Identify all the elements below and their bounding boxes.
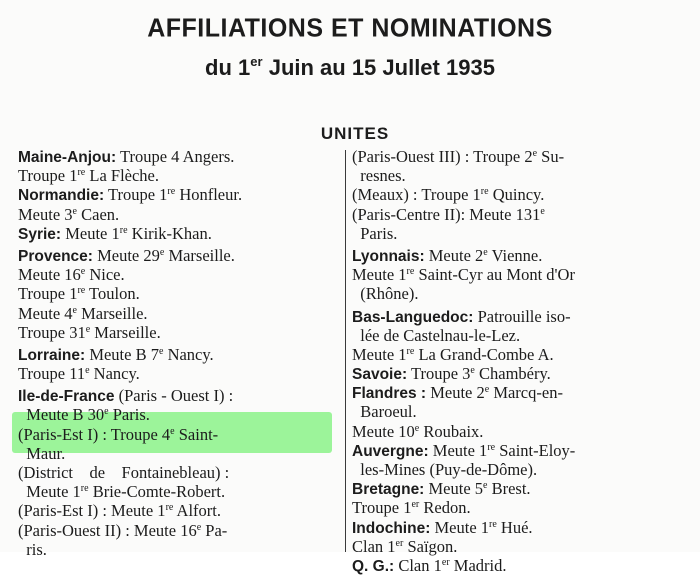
entry-text: Meute 1 [61,223,120,243]
entry-text: (Meaux) : Troupe 1 [352,185,481,205]
entry-line [352,345,682,364]
entry-text: Troupe 31 [18,322,86,342]
ordinal-sup: re [77,285,86,297]
entry-text: Chambéry. [474,364,551,384]
region-name: Ile-de-France [18,388,115,406]
ordinal-sup: e [196,521,202,533]
ordinal-sup: re [77,167,86,179]
entry-line [18,405,336,424]
entry-text: Marcq-en- [489,383,563,403]
page-subtitle [0,54,700,81]
entry-line [18,501,336,520]
ordinal-sup: er [441,556,450,568]
ordinal-sup: e [170,425,175,437]
right-column [352,147,682,575]
entry-line [352,284,682,303]
entry-line [352,364,682,383]
entry-text: Clan 1 [352,536,396,556]
entry-text: Honfleur. [175,185,243,205]
entry-line [18,224,336,243]
region-name: Bas-Languedoc: [352,308,474,326]
ordinal-sup: e [72,304,77,316]
entry-text: Madrid. [449,555,507,575]
entry-text: (Paris-Est I) : Troupe 4 [18,424,171,444]
entry-line [352,246,682,265]
region-name: Provence: [18,247,93,265]
entry-text: (District de Fontainebleau) : [18,463,230,482]
entry-text: Saïgon. [403,536,458,556]
entry-line [352,460,682,479]
ordinal-sup: re [406,345,415,357]
entry-text: La Grand-Combe A. [414,344,554,364]
entry-text: (Rhône). [352,284,419,304]
entry-text: Paris. [108,405,150,425]
ordinal-sup: re [489,518,497,530]
entry-text: Troupe 1 [18,284,78,304]
entry-text: ris. [18,539,47,559]
entry-text: Troupe 4 Angers. [116,147,235,166]
ordinal-sup: e [158,345,164,357]
ordinal-sup: e [470,365,475,377]
entry-line [18,205,336,224]
entry-text: Saint- [174,424,219,444]
entry-text: Meute 1 [352,265,407,285]
entry-text: Nancy. [163,344,214,364]
entry-text: (Paris-Est I) : Meute 1 [18,501,166,521]
section-heading: UNITES [320,124,390,143]
entry-text: Meute 1 [428,440,488,460]
left-column [18,147,336,559]
entry-line [352,265,682,284]
region-name: Bretagne: [352,481,425,499]
ordinal-sup: e [414,422,420,434]
entry-text: Meute 2 [424,245,484,265]
region-name: Lyonnais: [352,247,425,265]
ordinal-sup: e [159,246,165,258]
entry-line [352,422,682,441]
entry-line [18,284,336,303]
entry-line [352,537,682,556]
entry-line [18,166,336,185]
entry-line [352,224,682,243]
entry-text: Hué. [496,517,533,537]
ordinal-sup: er [411,499,420,511]
entry-text: Meute 29 [92,245,160,265]
entry-line [18,323,336,342]
entry-text: (Paris-Ouest III) : Troupe 2 [352,147,533,166]
entry-text: Meute 16 [18,265,81,285]
entry-text: Saint-Cyr au Mont d'Or [414,265,575,285]
entry-text: Nice. [85,265,125,285]
entry-text: Saint-Eloy- [495,440,576,460]
entry-line [352,556,682,575]
entry-line [352,185,682,204]
entry-text: Meute 4 [18,303,73,323]
region-name: Savoie: [352,366,408,384]
entry-text: Troupe 1 [352,498,412,518]
entry-text: Meute B 30 [18,405,105,425]
entry-text: les-Mines (Puy-de-Dôme). [352,460,538,479]
region-name: Auvergne: [352,442,429,460]
entry-text: Meute 2 [426,383,485,403]
entry-text: Clan 1 [394,555,442,575]
entry-text: Meute 1 [430,517,490,537]
entry-text: resnes. [352,166,406,186]
entry-line [352,307,682,326]
entry-text: Troupe 11 [18,364,86,384]
ordinal-sup: e [104,406,109,418]
entry-text: Pa- [201,520,228,540]
entry-text: Troupe 3 [407,364,471,384]
page-title: AFFILIATIONS ET NOMINATIONS [147,13,553,43]
ordinal-sup: e [85,365,90,377]
entry-line [352,479,682,498]
entry-text: Meute 1 [18,482,81,502]
region-name: Normandie: [18,187,105,205]
entry-text: Toulon. [85,284,140,304]
entry-text: Alfort. [173,501,222,521]
entry-text: Maur. [18,443,66,463]
entry-line [18,482,336,501]
entry-line [18,425,336,444]
entry-line [18,463,336,482]
entry-line [18,304,336,323]
ordinal-sup: re [165,502,174,514]
ordinal-sup: e [483,246,488,258]
entry-text: Meute B 7 [85,344,159,364]
entry-text: La Flèche. [85,166,159,186]
entry-text: Troupe 1 [18,166,78,186]
entry-text: (Paris - Ouest I) : [114,386,234,406]
entry-line [352,402,682,421]
entry-text: Meute 1 [352,344,407,364]
entry-line [18,540,336,559]
entry-text: Caen. [76,204,120,224]
entry-line [352,205,682,224]
ordinal-sup: er [395,537,404,549]
entry-line [352,498,682,517]
entry-text: lée de Castelnau-le-Lez. [352,325,521,345]
entry-line [18,345,336,364]
ordinal-sup: re [80,483,89,495]
subtitle-rest: Juin au 15 Jullet 1935 [268,55,495,80]
region-name: Maine-Anjou: [18,149,117,166]
entry-text: Marseille. [164,245,235,265]
entry-line [18,444,336,463]
entry-text: Roubaix. [419,421,484,441]
ordinal-sup: re [406,266,415,278]
entry-text: Brie-Comte-Robert. [88,482,226,502]
entry-line [18,386,336,405]
entry-line [352,147,682,166]
ordinal-sup: re [480,186,489,198]
column-divider [345,150,346,552]
entry-text: Baroeul. [352,402,417,422]
entry-line [352,383,682,402]
entry-line [352,166,682,185]
ordinal-sup: e [72,205,77,217]
subtitle-prefix: du 1 [205,55,251,80]
ordinal-sup: e [80,266,86,278]
entry-text: Kirik-Khan. [127,223,212,243]
entry-line [352,441,682,460]
entry-line [352,326,682,345]
entry-text: Marseille. [90,322,161,342]
entry-text: Redon. [419,498,471,518]
entry-text: Meute 3 [18,204,73,224]
entry-text: Vienne. [487,245,543,265]
ordinal-sup: e [483,480,488,492]
entry-line [18,364,336,383]
region-name: Indochine: [352,519,431,537]
entry-text: Marseille. [76,303,148,323]
entry-line [352,518,682,537]
entry-line [18,265,336,284]
entry-text: Brest. [487,479,531,499]
entry-line [18,185,336,204]
region-name: Syrie: [18,225,62,243]
entry-text: Su- [537,147,565,166]
ordinal-sup: re [119,224,128,236]
region-name: Q. G.: [352,557,395,575]
entry-text: Patrouille iso- [473,306,571,326]
entry-text: Paris. [352,223,398,243]
entry-line [18,147,336,166]
ordinal-sup: re [487,441,496,453]
entry-text: Quincy. [488,185,545,205]
entry-text: Meute 5 [424,479,484,499]
entry-line [18,521,336,540]
ordinal-sup: e [540,205,545,217]
entry-text: Nancy. [89,364,140,384]
entry-line [18,246,336,265]
region-name: Flandres : [352,385,427,403]
entry-text: Troupe 1 [104,185,168,205]
ordinal-sup: e [484,384,490,396]
subtitle-sup: er [250,54,263,69]
ordinal-sup: e [85,323,91,335]
entry-text: Meute 10 [352,421,415,441]
region-name: Lorraine: [18,346,86,364]
ordinal-sup: e [532,148,538,159]
ordinal-sup: re [167,186,176,198]
entry-text: (Paris-Centre II): Meute 131 [352,204,541,224]
entry-text: (Paris-Ouest II) : Meute 16 [18,520,197,540]
